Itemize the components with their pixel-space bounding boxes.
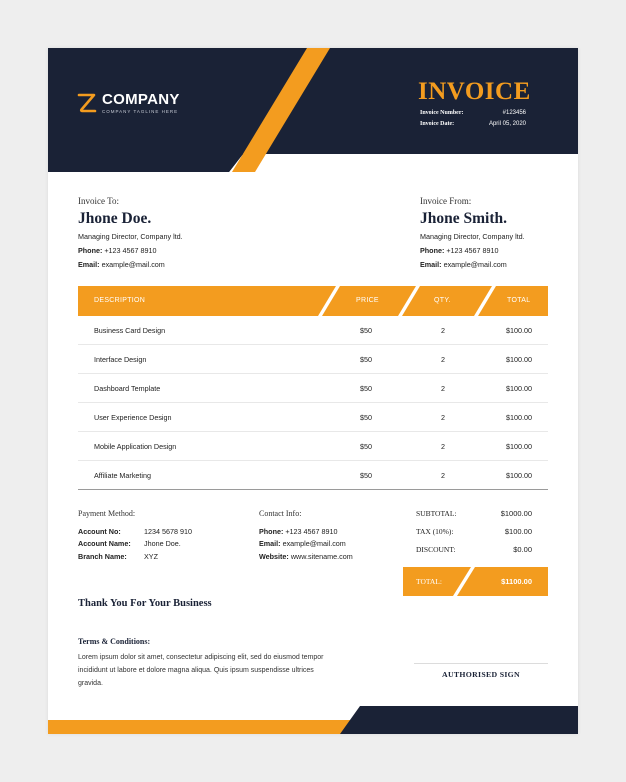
- invoice-from-email: example@mail.com: [443, 260, 507, 269]
- item-description: User Experience Design: [94, 413, 172, 422]
- discount-label: DISCOUNT:: [416, 545, 456, 554]
- website-label: Website:: [259, 551, 289, 561]
- item-total: $100.00: [506, 384, 532, 393]
- company-logo: [76, 92, 180, 114]
- item-description: Dashboard Template: [94, 384, 161, 393]
- invoice-number: #123456: [502, 110, 526, 116]
- email-label: Email:: [78, 260, 100, 269]
- company-tagline: COMPANY TAGLINE HERE: [102, 109, 179, 114]
- table-header-bg: [78, 286, 548, 316]
- item-total: $100.00: [506, 355, 532, 364]
- discount-value: $0.00: [513, 545, 532, 554]
- total-value: $1100.00: [501, 577, 532, 586]
- thank-you-message: Thank You For Your Business: [78, 598, 212, 609]
- subtotal-row: [416, 509, 532, 518]
- invoice-to-name: Jhone Doe.: [78, 210, 152, 227]
- item-description: Business Card Design: [94, 326, 166, 335]
- branch-name: XYZ: [144, 551, 158, 561]
- discount-row: [416, 545, 532, 554]
- account-no: 1234 5678 910: [144, 526, 192, 536]
- invoice-to-email-line: [78, 258, 183, 272]
- col-price: PRICE: [356, 297, 379, 304]
- table-row: [78, 403, 548, 432]
- col-description: DESCRIPTION: [94, 297, 146, 304]
- invoice-footer-band: [48, 706, 578, 734]
- company-name: COMPANY: [102, 91, 180, 108]
- col-total: TOTAL: [507, 297, 531, 304]
- invoice-from-email-line: [420, 258, 525, 272]
- phone-label: Phone:: [420, 246, 445, 255]
- branch-label: Branch Name:: [78, 551, 127, 561]
- invoice-to-phone: +123 4567 8910: [104, 246, 157, 255]
- invoice-to-label: Invoice To:: [78, 196, 119, 206]
- email-label: Email:: [420, 260, 442, 269]
- tax-row: [416, 527, 532, 536]
- invoice-from-phone-line: [420, 244, 525, 258]
- authorised-sign: AUTHORISED SIGN: [442, 670, 520, 679]
- item-qty: 2: [441, 442, 445, 451]
- invoice-date: April 05, 2020: [488, 121, 526, 127]
- invoice-to-role: Managing Director, Company ltd.: [78, 232, 183, 241]
- account-name-label: Account Name:: [78, 539, 131, 548]
- item-price: $50: [360, 326, 372, 335]
- item-price: $50: [360, 384, 372, 393]
- terms-body: Lorem ipsum dolor sit amet, consectetur adipiscing elit, sed do eiusmod tempor incididunt ut labore et dolore magna aliqua. Quis ipsum suspendisse ultrices gravida.: [78, 654, 324, 687]
- contact-website: www.sitename.com: [290, 551, 353, 561]
- tax-value: $100.00: [504, 527, 532, 536]
- total-bar: [403, 567, 548, 596]
- table-row: [78, 374, 548, 403]
- signature-line: [414, 663, 548, 664]
- account-name: Jhone Doe.: [144, 539, 181, 548]
- account-no-row: [78, 526, 192, 539]
- invoice-page: [48, 48, 578, 734]
- payment-method-label: Payment Method:: [78, 509, 136, 518]
- contact-email-line: [259, 538, 353, 551]
- item-price: $50: [360, 442, 372, 451]
- item-description: Interface Design: [94, 355, 147, 364]
- item-total: $100.00: [506, 442, 532, 451]
- invoice-to-block: [78, 194, 183, 272]
- invoice-date-row: [420, 121, 526, 127]
- subtotal-value: $1000.00: [500, 509, 532, 518]
- payment-method-block: [78, 508, 192, 563]
- contact-phone: +123 4567 8910: [285, 526, 338, 536]
- invoice-title: INVOICE: [418, 78, 531, 105]
- invoice-from-role: Managing Director, Company ltd.: [420, 232, 525, 241]
- invoice-from-block: [420, 194, 525, 272]
- phone-label: Phone:: [259, 526, 284, 536]
- terms-title: Terms & Conditions:: [78, 637, 151, 646]
- item-price: $50: [360, 355, 372, 364]
- tax-label: TAX (10%):: [416, 527, 454, 536]
- item-total: $100.00: [506, 471, 532, 480]
- item-qty: 2: [441, 355, 445, 364]
- total-label: TOTAL:: [416, 577, 442, 586]
- invoice-from-phone: +123 4567 8910: [446, 246, 499, 255]
- table-row: [78, 316, 548, 345]
- invoice-from-name: Jhone Smith.: [420, 210, 507, 227]
- contact-phone-line: [259, 526, 353, 539]
- phone-label: Phone:: [78, 246, 103, 255]
- email-label: Email:: [259, 539, 281, 548]
- item-total: $100.00: [506, 413, 532, 422]
- item-qty: 2: [441, 326, 445, 335]
- invoice-date-label: Invoice Date:: [420, 121, 455, 127]
- col-qty: QTY.: [434, 297, 451, 304]
- item-description: Mobile Application Design: [94, 442, 177, 451]
- item-price: $50: [360, 413, 372, 422]
- z-logo-icon: [76, 92, 98, 114]
- item-qty: 2: [441, 471, 445, 480]
- account-name-row: [78, 538, 192, 551]
- table-row: [78, 432, 548, 461]
- item-price: $50: [360, 471, 372, 480]
- item-total: $100.00: [506, 326, 532, 335]
- account-no-label: Account No:: [78, 526, 121, 536]
- table-row: [78, 345, 548, 374]
- items-table-header: [78, 286, 548, 316]
- contact-info-block: [259, 508, 353, 563]
- branch-row: [78, 551, 192, 564]
- contact-info-label: Contact Info:: [259, 509, 302, 518]
- invoice-number-row: [420, 110, 526, 116]
- invoice-number-label: Invoice Number:: [420, 110, 464, 116]
- invoice-to-phone-line: [78, 244, 183, 258]
- item-qty: 2: [441, 413, 445, 422]
- contact-email: example@mail.com: [282, 539, 346, 548]
- item-description: Affiliate Marketing: [94, 471, 151, 480]
- table-row: [78, 461, 548, 490]
- contact-website-line: [259, 551, 353, 564]
- subtotal-label: SUBTOTAL:: [416, 509, 457, 518]
- invoice-to-email: example@mail.com: [101, 260, 165, 269]
- invoice-from-label: Invoice From:: [420, 196, 472, 206]
- item-qty: 2: [441, 384, 445, 393]
